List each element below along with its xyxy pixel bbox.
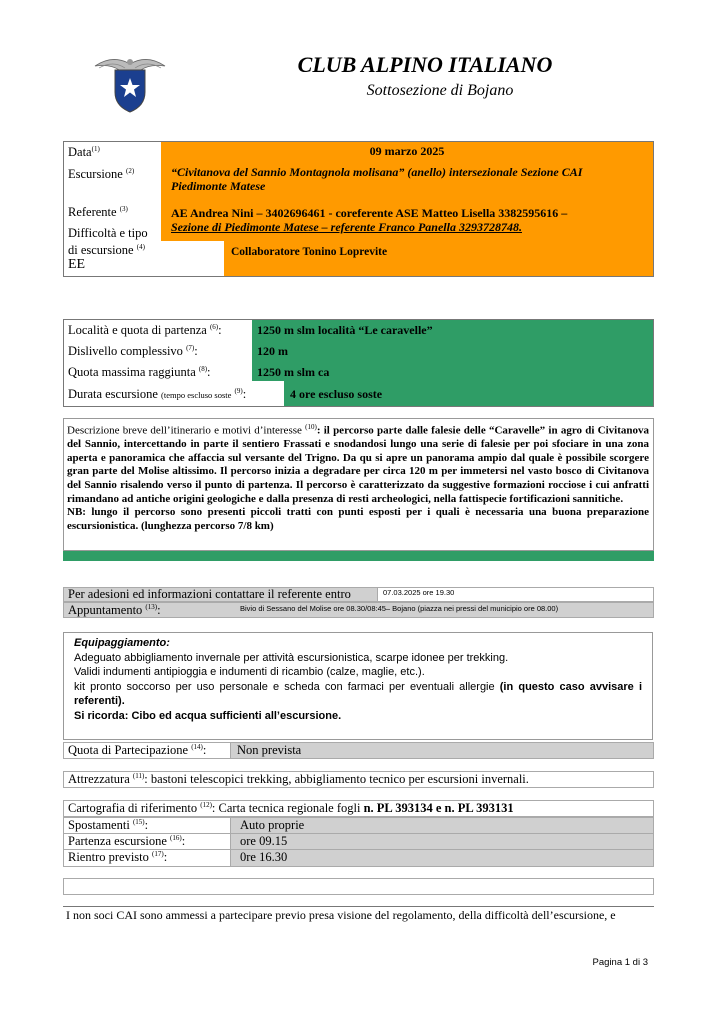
partenza-label: Partenza escursione $^{(16)}$: bbox=[68, 834, 186, 849]
equipment-line-1: Adeguato abbigliamento invernale per attività escursionistica, scarpe idonee per trekking. bbox=[74, 651, 509, 664]
dislivello-label: Dislivello complessivo $^{(7)}$: bbox=[68, 344, 198, 359]
equipment-line-3: kit pronto soccorso per uso personale e scheda con farmaci per eventuali allergie (in questo caso avvisare i referenti). bbox=[74, 680, 642, 707]
description-note: NB: lungo il percorso sono presenti piccoli tratti con punti esposti per i quali è necessaria una buona preparazione escursionistica. (lunghezza percorso 7/8 km) bbox=[67, 506, 649, 532]
data-value: 09 marzo 2025 bbox=[369, 144, 445, 158]
notice-text: I non soci CAI sono ammessi a partecipare previo presa visione del regolamento, della difficoltà dell’escursione, e bbox=[66, 908, 616, 922]
data-label: Data$^{(1)}$ bbox=[68, 145, 100, 160]
empty-box bbox=[63, 878, 654, 895]
page-title: CLUB ALPINO ITALIANO bbox=[297, 52, 553, 77]
adesioni-label: Per adesioni ed informazioni contattare il referente entro bbox=[68, 587, 351, 601]
referente-line-2: Sezione di Piedimonte Matese – referente Franco Panella 3293728748. bbox=[171, 220, 522, 234]
rientro-value: 0re 16.30 bbox=[240, 850, 288, 864]
page-subtitle: Sottosezione di Bojano bbox=[366, 82, 514, 99]
quota-max-value: 1250 m slm ca bbox=[257, 365, 330, 379]
equipment-title: Equipaggiamento: bbox=[74, 637, 170, 649]
difficolta-label: Difficoltà e tipo di escursione $^{(4)}$ bbox=[68, 226, 148, 258]
durata-label: Durata escursione (tempo escluso soste $^{(9)}$: bbox=[68, 387, 247, 402]
quota-label: Quota di Partecipazione $^{(14)}$: bbox=[68, 743, 207, 758]
appuntamento-label: Appuntamento $^{(13)}$: bbox=[68, 603, 161, 618]
cartografia-text: Cartografia di riferimento $^{(12)}$: Carta tecnica regionale fogli n. PL 393134 e n. PL 393131 bbox=[68, 801, 514, 816]
page-number: Pagina 1 di 3 bbox=[592, 957, 648, 968]
quota-max-label: Quota massima raggiunta $^{(8)}$: bbox=[68, 365, 211, 380]
collaboratore-value: Collaboratore Tonino Loprevite bbox=[231, 246, 388, 258]
localita-value: 1250 m slm località “Le caravelle” bbox=[257, 323, 433, 337]
attrezzatura-text: Attrezzatura $^{(11)}$: bastoni telescopici trekking, abbigliamento tecnico per escursioni invernali. bbox=[68, 772, 529, 787]
equipment-section bbox=[63, 632, 653, 740]
adesioni-value: 07.03.2025 ore 19.30 bbox=[383, 588, 455, 597]
spostamenti-value: Auto proprie bbox=[240, 818, 305, 832]
rientro-label: Rientro previsto $^{(17)}$: bbox=[68, 850, 168, 865]
stats-green-2 bbox=[252, 339, 653, 361]
durata-value: 4 ore escluso soste bbox=[290, 387, 383, 401]
equipment-line-2: Validi indumenti antipioggia e indumenti di ricambio (calze, maglie, etc.). bbox=[74, 666, 425, 678]
appuntamento-value: Bivio di Sessano del Molise ore 08.30/08:45– Bojano (piazza nei pressi del municipio ore 08.00) bbox=[240, 604, 559, 613]
dislivello-value: 120 m bbox=[257, 344, 288, 358]
quota-value: Non prevista bbox=[237, 743, 302, 757]
referente-value bbox=[171, 206, 651, 234]
description-label: Descrizione breve dell’itinerario e motivi d’interesse bbox=[67, 424, 302, 437]
description-body: : il percorso parte dalle falesie delle “Caravelle” in agro di Civitanova del Sannio, intercettando in parte il sentiero Frassati e snodandosi lungo una serie di falesie per poi sfociare in una zona aperta e panoramica che affaccia sul versante del Trigno. Da qu si apre un panorama ampio dal quale è possibile scorgere gran parte del Molise altissimo. Il percorso inizia a degradare per circa 120 m per immetersi nel vasto bosco di Civitanova del Sannio risalendo verso il punto di partenza. Il percorso è caratterizzato da suggestive formazioni rocciose i cui anfratti rimandano ad antiche origini geologiche e dalla presenza di resti archeologici, nella fattispecie fortificazioni sannitiche. bbox=[67, 424, 650, 505]
notice-rule bbox=[63, 906, 654, 907]
equipment-line-4: Si ricorda: Cibo ed acqua sufficienti all’escursione. bbox=[74, 709, 342, 722]
spostamenti-label: Spostamenti $^{(15)}$: bbox=[68, 818, 149, 833]
escursione-label: Escursione $^{(2)}$ bbox=[68, 167, 135, 182]
description-text: Descrizione breve dell’itinerario e motivi d’interesse $^{(10)}$: il percorso parte dalle falesie delle “Caravelle” in agro di Civitanova del Sannio, intercettando in parte il sentiero Frassati e snodandosi lungo una serie di falesie per poi sfociare in una zona aperta e panoramica che affaccia sul versante del Trigno. Da qu si apre un panorama ampio dal quale è possibile scorgere gran parte del Molise altissimo. Il percorso inizia a degradare per circa 120 m per immetersi nel vasto bosco di Civitanova del Sannio risalendo verso il punto di partenza. Il percorso è caratterizzato da suggestive formazioni rocciose i cui anfratti rimandano ad antiche origini geologiche e dalla presenza di resti archeologici, nella fattispecie fortificazioni sannitiche. NB: lungo il percorso sono presenti piccoli tratti con punti esposti per i quali è necessaria una buona preparazione escursionistica. (lunghezza percorso 7/8 km) bbox=[67, 423, 650, 532]
referente-line-1: AE Andrea Nini – 3402696461 - coreferente ASE Matteo Lisella 3382595616 – bbox=[171, 206, 568, 220]
localita-label: Località e quota di partenza $^{(6)}$: bbox=[68, 323, 222, 338]
escursione-value: “Civitanova del Sannio Montagnola molisana” (anello) intersezionale Sezione CAI Piedimonte Matese bbox=[171, 165, 583, 193]
partenza-value: ore 09.15 bbox=[240, 834, 288, 848]
description-green-bar bbox=[63, 551, 654, 561]
referente-label: Referente $^{(3)}$ bbox=[68, 205, 128, 220]
difficolta-value: EE bbox=[68, 257, 86, 272]
